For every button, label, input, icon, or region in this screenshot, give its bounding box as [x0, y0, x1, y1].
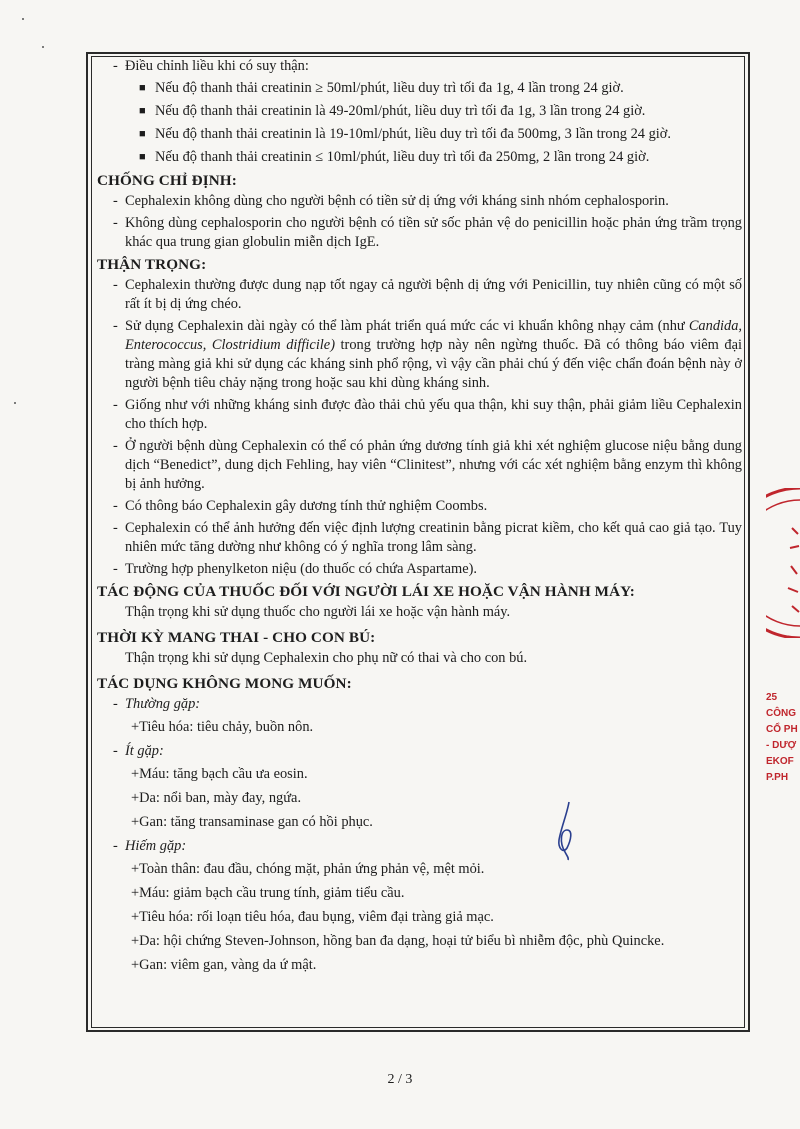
precaution-text: trong trường hợp này nên ngừng thuốc. Đã có thông báo viêm đại tràng màng giả khi sử dụng các kháng sinh phổ rộng, vì vậy cần phải chú ý đến việc chẩn đoán bệnh này ở người bệnh tiêu chảy nặng trong hoặc sau khi dùng kháng sinh.: [125, 337, 742, 391]
red-stamp-seal: [766, 488, 800, 638]
precaution-text: Có thông báo Cephalexin gây dương tính thử nghiệm Coombs.: [125, 498, 488, 514]
precaution-text: Trường hợp phenylketon niệu (do thuốc có chứa Aspartame).: [125, 561, 478, 577]
common-title: - Thường gặp:: [113, 696, 201, 712]
stamp-line: CÔNG: [766, 708, 796, 719]
precaution-text: Cephalexin thường được dung nạp tốt ngay cả người bệnh dị ứng với Penicillin, tuy nhiên cũng có một số rất ít bị dị ứng chéo.: [125, 277, 742, 312]
rare-title: - Hiếm gặp:: [113, 838, 187, 854]
stamp-line: CỔ PH: [766, 724, 798, 735]
driving-text: Thận trọng khi sử dụng thuốc cho người lái xe hoặc vận hành máy.: [125, 604, 511, 620]
adverse-item: +Da: nổi ban, mày đay, ngứa.: [131, 790, 302, 806]
pregnancy-heading: THỜI KỲ MANG THAI - CHO CON BÚ:: [97, 629, 376, 646]
renal-item-text: Nếu độ thanh thải creatinin ≤ 10ml/phút, liều duy trì tối đa 250mg, 2 lần trong 24 giờ.: [155, 149, 650, 165]
renal-item-text: Nếu độ thanh thải creatinin là 19-10ml/phút, liều duy trì tối đa 500mg, 3 lần trong 24 giờ.: [155, 126, 671, 142]
bacteria-names: Candida, Enterococcus, Clostridium difficile): [125, 318, 742, 353]
rare-title-text: Hiếm gặp:: [125, 838, 187, 854]
renal-item: ■ Nếu độ thanh thải creatinin ≤ 10ml/phút, liều duy trì tối đa 250mg, 2 lần trong 24 giờ.: [139, 149, 650, 165]
adverse-item: +Gan: viêm gan, vàng da ứ mật.: [131, 957, 317, 973]
driving-heading: TÁC ĐỘNG CỦA THUỐC ĐỐI VỚI NGƯỜI LÁI XE HOẶC VẬN HÀNH MÁY:: [97, 583, 635, 600]
contraindication-item: - Cephalexin không dùng cho người bệnh có tiền sử dị ứng với kháng sinh nhóm cephalosporin.: [113, 193, 669, 209]
contraindication-text: Cephalexin không dùng cho người bệnh có tiền sử dị ứng với kháng sinh nhóm cephalosporin.: [125, 193, 669, 209]
adverse-item: +Gan: tăng transaminase gan có hồi phục.: [131, 814, 373, 830]
precaution-item: - Cephalexin có thể ảnh hưởng đến việc định lượng creatinin bằng picrat kiềm, cho kết quả cao giả tạo. Tuy nhiên mức tăng dường như không có ý nghĩa trong lâm sàng.: [113, 520, 742, 555]
renal-item: ■ Nếu độ thanh thải creatinin là 49-20ml/phút, liều duy trì tối đa 1g, 3 lần trong 24 giờ.: [139, 103, 646, 119]
contraindication-item: - Không dùng cephalosporin cho người bệnh có tiền sử sốc phản vệ do penicillin hoặc phản ứng trầm trọng khác qua trung gian globulin miễn dịch IgE.: [113, 215, 742, 250]
red-stamp-text: [766, 690, 800, 810]
renal-item-text: Nếu độ thanh thải creatinin ≥ 50ml/phút, liều duy trì tối đa 1g, 4 lần trong 24 giờ.: [155, 80, 624, 96]
adverse-item: +Toàn thân: đau đầu, chóng mặt, phản ứng phản vệ, mệt mỏi.: [131, 861, 485, 877]
contraindications-heading: CHỐNG CHỈ ĐỊNH:: [97, 172, 237, 189]
stamp-line: - DƯỢ: [766, 740, 797, 751]
precaution-item: - Ở người bệnh dùng Cephalexin có thể có phản ứng dương tính giả khi xét nghiệm glucose niệu bằng dung dịch “Benedict”, dung dịch Fehling, hay viên “Clinitest”, nhưng với các xét nghiệm bằng enzym thì không bị ảnh hưởng.: [113, 438, 742, 492]
document-body: [97, 57, 742, 980]
adverse-item: +Máu: tăng bạch cầu ưa eosin.: [131, 766, 308, 782]
renal-item: ■ Nếu độ thanh thải creatinin ≥ 50ml/phút, liều duy trì tối đa 1g, 4 lần trong 24 giờ.: [139, 80, 624, 96]
page-number: 2 / 3: [387, 1072, 413, 1087]
precaution-item: - Giống như với những kháng sinh được đào thải chủ yếu qua thận, khi suy thận, phải giảm liều Cephalexin cho thích hợp.: [113, 397, 742, 432]
precaution-item: - Cephalexin thường được dung nạp tốt ngay cả người bệnh dị ứng với Penicillin, tuy nhiên cũng có một số rất ít bị dị ứng chéo.: [113, 277, 742, 312]
adverse-item: +Tiêu hóa: rối loạn tiêu hóa, đau bụng, viêm đại tràng giả mạc.: [131, 909, 494, 925]
precaution-text: Giống như với những kháng sinh được đào thải chủ yếu qua thận, khi suy thận, phải giảm liều Cephalexin cho thích hợp.: [125, 397, 742, 432]
precaution-item: - Sử dụng Cephalexin dài ngày có thể làm phát triển quá mức các vi khuẩn không nhạy cảm (như Candida, Enterococcus, Clostridium difficile) trong trường hợp này nên ngừng thuốc. Đã có thông báo viêm đại tràng màng giả khi sử dụng các kháng sinh phổ rộng, vì vậy cần phải chú ý đến việc chẩn đoán bệnh này ở người bệnh tiêu chảy nặng trong hoặc sau khi dùng kháng sinh.: [113, 318, 742, 391]
contraindication-text: Không dùng cephalosporin cho người bệnh có tiền sử sốc phản vệ do penicillin hoặc phản ứng trầm trọng khác qua trung gian globulin miễn dịch IgE.: [125, 215, 742, 250]
uncommon-title-text: Ít gặp:: [125, 743, 164, 759]
renal-item-text: Nếu độ thanh thải creatinin là 49-20ml/phút, liều duy trì tối đa 1g, 3 lần trong 24 giờ.: [155, 103, 646, 119]
precaution-text: Ở người bệnh dùng Cephalexin có thể có phản ứng dương tính giả khi xét nghiệm glucose niệu bằng dung dịch “Benedict”, dung dịch Fehling, hay viên “Clinitest”, nhưng với các xét nghiệm bằng enzym thì không bị ảnh hưởng.: [125, 438, 742, 492]
common-title-text: Thường gặp:: [125, 696, 201, 712]
precaution-item: - Trường hợp phenylketon niệu (do thuốc có chứa Aspartame).: [113, 561, 478, 577]
pregnancy-text: Thận trọng khi sử dụng Cephalexin cho phụ nữ có thai và cho con bú.: [125, 650, 528, 666]
renal-title-text: Điều chỉnh liều khi có suy thận:: [125, 58, 309, 74]
scan-speck: [22, 18, 24, 20]
adverse-item: +Máu: giảm bạch cầu trung tính, giảm tiểu cầu.: [131, 885, 405, 901]
signature-mark: [555, 800, 577, 862]
stamp-line: P.PH: [766, 772, 789, 783]
adverse-effects-heading: TÁC DỤNG KHÔNG MONG MUỐN:: [97, 675, 352, 692]
scan-speck: [14, 402, 16, 404]
precautions-heading: THẬN TRỌNG:: [97, 256, 207, 273]
precaution-text: Sử dụng Cephalexin dài ngày có thể làm phát triển quá mức các vi khuẩn không nhạy cảm (như: [125, 318, 689, 334]
scan-speck: [42, 46, 44, 48]
adverse-item: +Tiêu hóa: tiêu chảy, buồn nôn.: [131, 719, 314, 735]
stamp-line: EKOF: [766, 756, 794, 767]
renal-item: ■ Nếu độ thanh thải creatinin là 19-10ml/phút, liều duy trì tối đa 500mg, 3 lần trong 24 giờ.: [139, 126, 671, 142]
stamp-line: 25: [766, 692, 778, 703]
precaution-text: Cephalexin có thể ảnh hưởng đến việc định lượng creatinin bằng picrat kiềm, cho kết quả cao giả tạo. Tuy nhiên mức tăng dường như không có ý nghĩa trong lâm sàng.: [125, 520, 742, 555]
precaution-item: - Có thông báo Cephalexin gây dương tính thử nghiệm Coombs.: [113, 498, 488, 514]
adverse-item: +Da: hội chứng Steven-Johnson, hồng ban đa dạng, hoại tử biểu bì nhiễm độc, phù Quincke.: [131, 933, 665, 949]
uncommon-title: - Ít gặp:: [113, 743, 164, 759]
renal-adjustment-title: - Điều chỉnh liều khi có suy thận:: [113, 58, 309, 74]
